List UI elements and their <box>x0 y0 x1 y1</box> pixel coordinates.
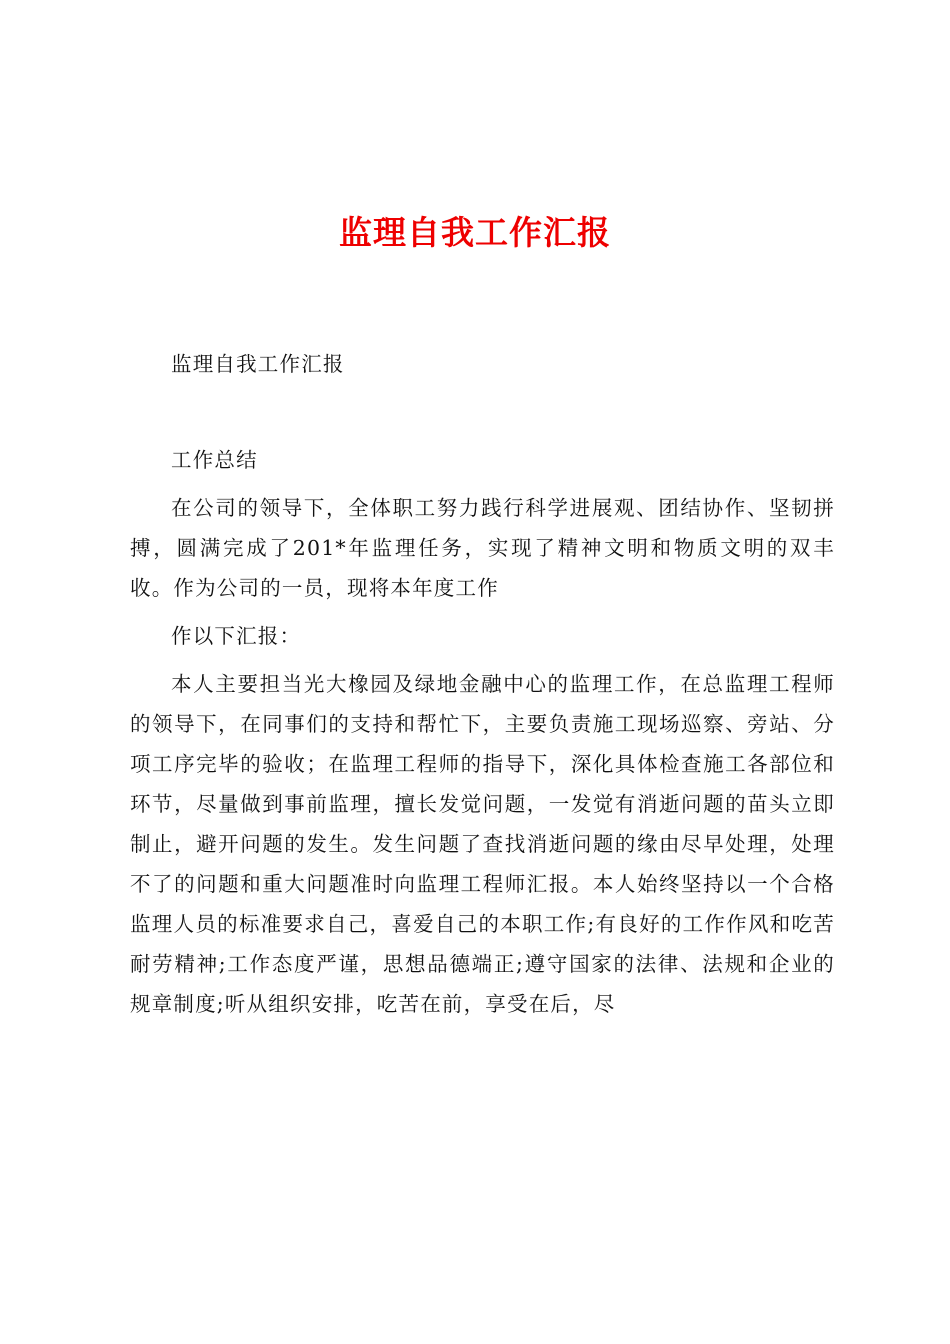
document-body <box>130 344 835 1024</box>
page-title: 监理自我工作汇报 <box>339 213 611 252</box>
section-heading-work-summary: 工作总结 <box>171 448 258 472</box>
body-heading: 监理自我工作汇报 <box>171 352 345 376</box>
paragraph-duties: 本人主要担当光大橡园及绿地金融中心的监理工作，在总监理工程师的领导下，在同事们的支持和帮忙下，主要负责施工现场巡察、旁站、分项工序完毕的验收；在监理工程师的指导下，深化具体检查施工各部位和环节，尽量做到事前监理，擅长发觉问题，一发觉有消逝问题的苗头立即制止，避开问题的发生。发生问题了查找消逝问题的缘由尽早处理，处理不了的问题和重大问题准时向监理工程师汇报。本人始终坚持以一个合格监理人员的标准要求自己，喜爱自己的本职工作;有良好的工作作风和吃苦耐劳精神;工作态度严谨，思想品德端正;遵守国家的法律、法规和企业的规章制度;听从组织安排，吃苦在前，享受在后，尽 <box>130 672 835 1016</box>
paragraph-intro: 在公司的领导下，全体职工努力践行科学进展观、团结协作、坚韧拼搏，圆满完成了201*年监理任务，实现了精神文明和物质文明的双丰收。作为公司的一员，现将本年度工作 <box>130 496 835 600</box>
paragraph-report-lead: 作以下汇报： <box>171 624 302 648</box>
